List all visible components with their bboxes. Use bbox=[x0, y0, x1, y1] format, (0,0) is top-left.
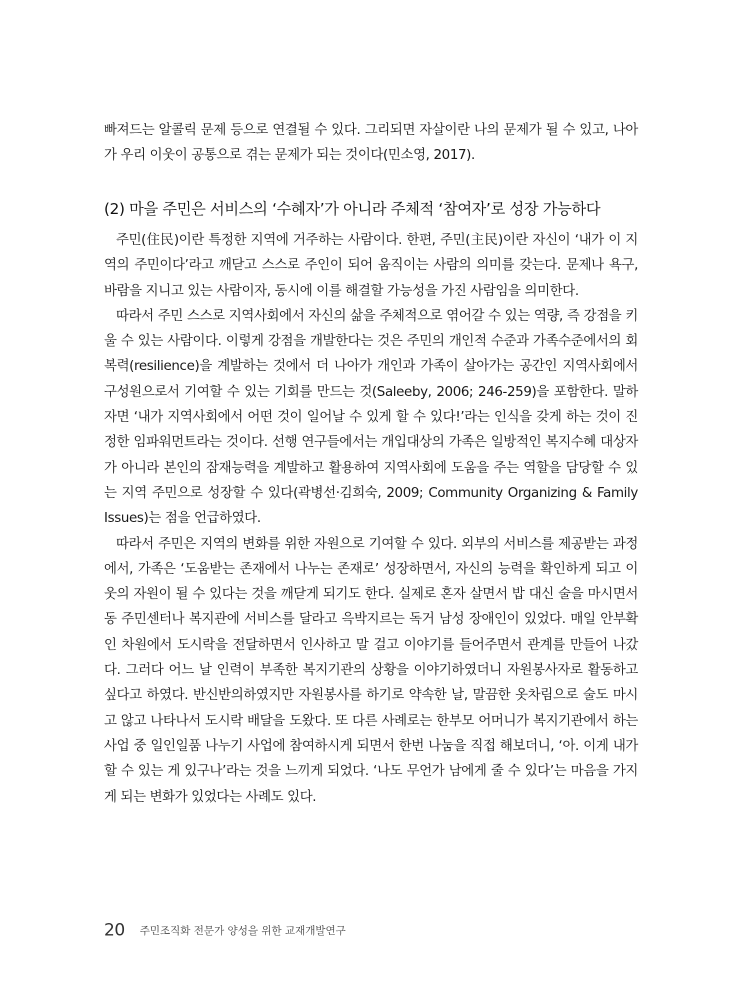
top-paragraph: 빠져드는 알콜릭 문제 등으로 연결될 수 있다. 그리되면 자살이란 나의 문제가 될 수 있고, 나아가 우리 이웃이 공통으로 겪는 문제가 되는 것이다(민소영, 2017). bbox=[104, 123, 638, 164]
footer-title: 주민조직화 전문가 양성을 위한 교재개발연구 bbox=[139, 925, 346, 937]
page-footer bbox=[104, 920, 346, 942]
body-text-block bbox=[104, 228, 638, 810]
section-heading: (2) 마을 주민은 서비스의 ‘수혜자’가 아니라 주체적 ‘참여자’로 성장 가능하다 bbox=[104, 200, 601, 218]
page-number: 20 bbox=[104, 920, 125, 941]
paragraph-resident-definition: 주민(住民)이란 특정한 지역에 거주하는 사람이다. 한편, 주민(主民)이란 자신이 ‘내가 이 지역의 주민이다’라고 깨닫고 스스로 주인이 되어 움직이는 사람의 의미를 갖는다. 문제나 욕구, 바람을 지니고 있는 사람이자, 동시에 이를 해결할 가능성을 가진 사람임을 의미한다. bbox=[104, 233, 638, 299]
paragraph-resources: 따라서 주민은 지역의 변화를 위한 자원으로 기여할 수 있다. 외부의 서비스를 제공받는 과정에서, 가족은 ‘도움받는 존재에서 나누는 존재로’ 성장하면서, 자신의 능력을 확인하게 되고 이웃의 자원이 될 수 있다는 것을 깨닫게 되기도 한다. 실제로 혼자 살면서 밥 대신 술을 마시면서 동 주민센터나 복지관에 서비스를 달라고 윽박지르는 독거 남성 장애인이 있었다. 매일 안부확인 차원에서 도시락을 전달하면서 인사하고 말 걸고 이야기를 들어주면서 관계를 만들어 나갔다. 그러다 어느 날 인력이 부족한 복지기관의 상황을 이야기하였더니 자원봉사자로 활동하고 싶다고 하였다. 반신반의하였지만 자원봉사를 하기로 약속한 날, 말끔한 옷차림으로 술도 마시고 않고 나타나서 도시락 배달을 도왔다. 또 다른 사례로는 한부모 어머니가 복지기관에서 하는 사업 중 일인일품 나누기 사업에 참여하시게 되면서 한번 나눔을 직접 해보더니, ‘아. 이게 내가 할 수 있는 게 있구나’라는 것을 느끼게 되었다. ‘나도 무언가 남에게 줄 수 있다’는 마음을 가지게 되는 변화가 있었다는 사례도 있다. bbox=[104, 536, 638, 805]
paragraph-strengths: 따라서 주민 스스로 지역사회에서 자신의 삶을 주체적으로 엮어갈 수 있는 역량, 즉 강점을 키울 수 있는 사람이다. 이렇게 강점을 개발한다는 것은 주민의 개인적 수준과 가족수준에서의 회복력(resilience)을 계발하는 것에서 더 나아가 개인과 가족이 살아가는 공간인 지역사회에서 구성원으로서 기여할 수 있는 기회를 만드는 것(Saleeby, 2006; 246-259)을 포함한다. 말하자면 ‘내가 지역사회에서 어떤 것이 일어날 수 있게 할 수 있다!’라는 인식을 갖게 하는 것이 진정한 임파워먼트라는 것이다. 선행 연구들에서는 개입대상의 가족은 일방적인 복지수혜 대상자가 아니라 본인의 잠재능력을 계발하고 활용하여 지역사회에 도움을 주는 역할을 담당할 수 있는 지역 주민으로 성장할 수 있다(곽병선·김희숙, 2009; Community Organizing & Family Issues)는 점을 언급하였다. bbox=[104, 308, 638, 527]
top-text-block bbox=[104, 118, 638, 169]
